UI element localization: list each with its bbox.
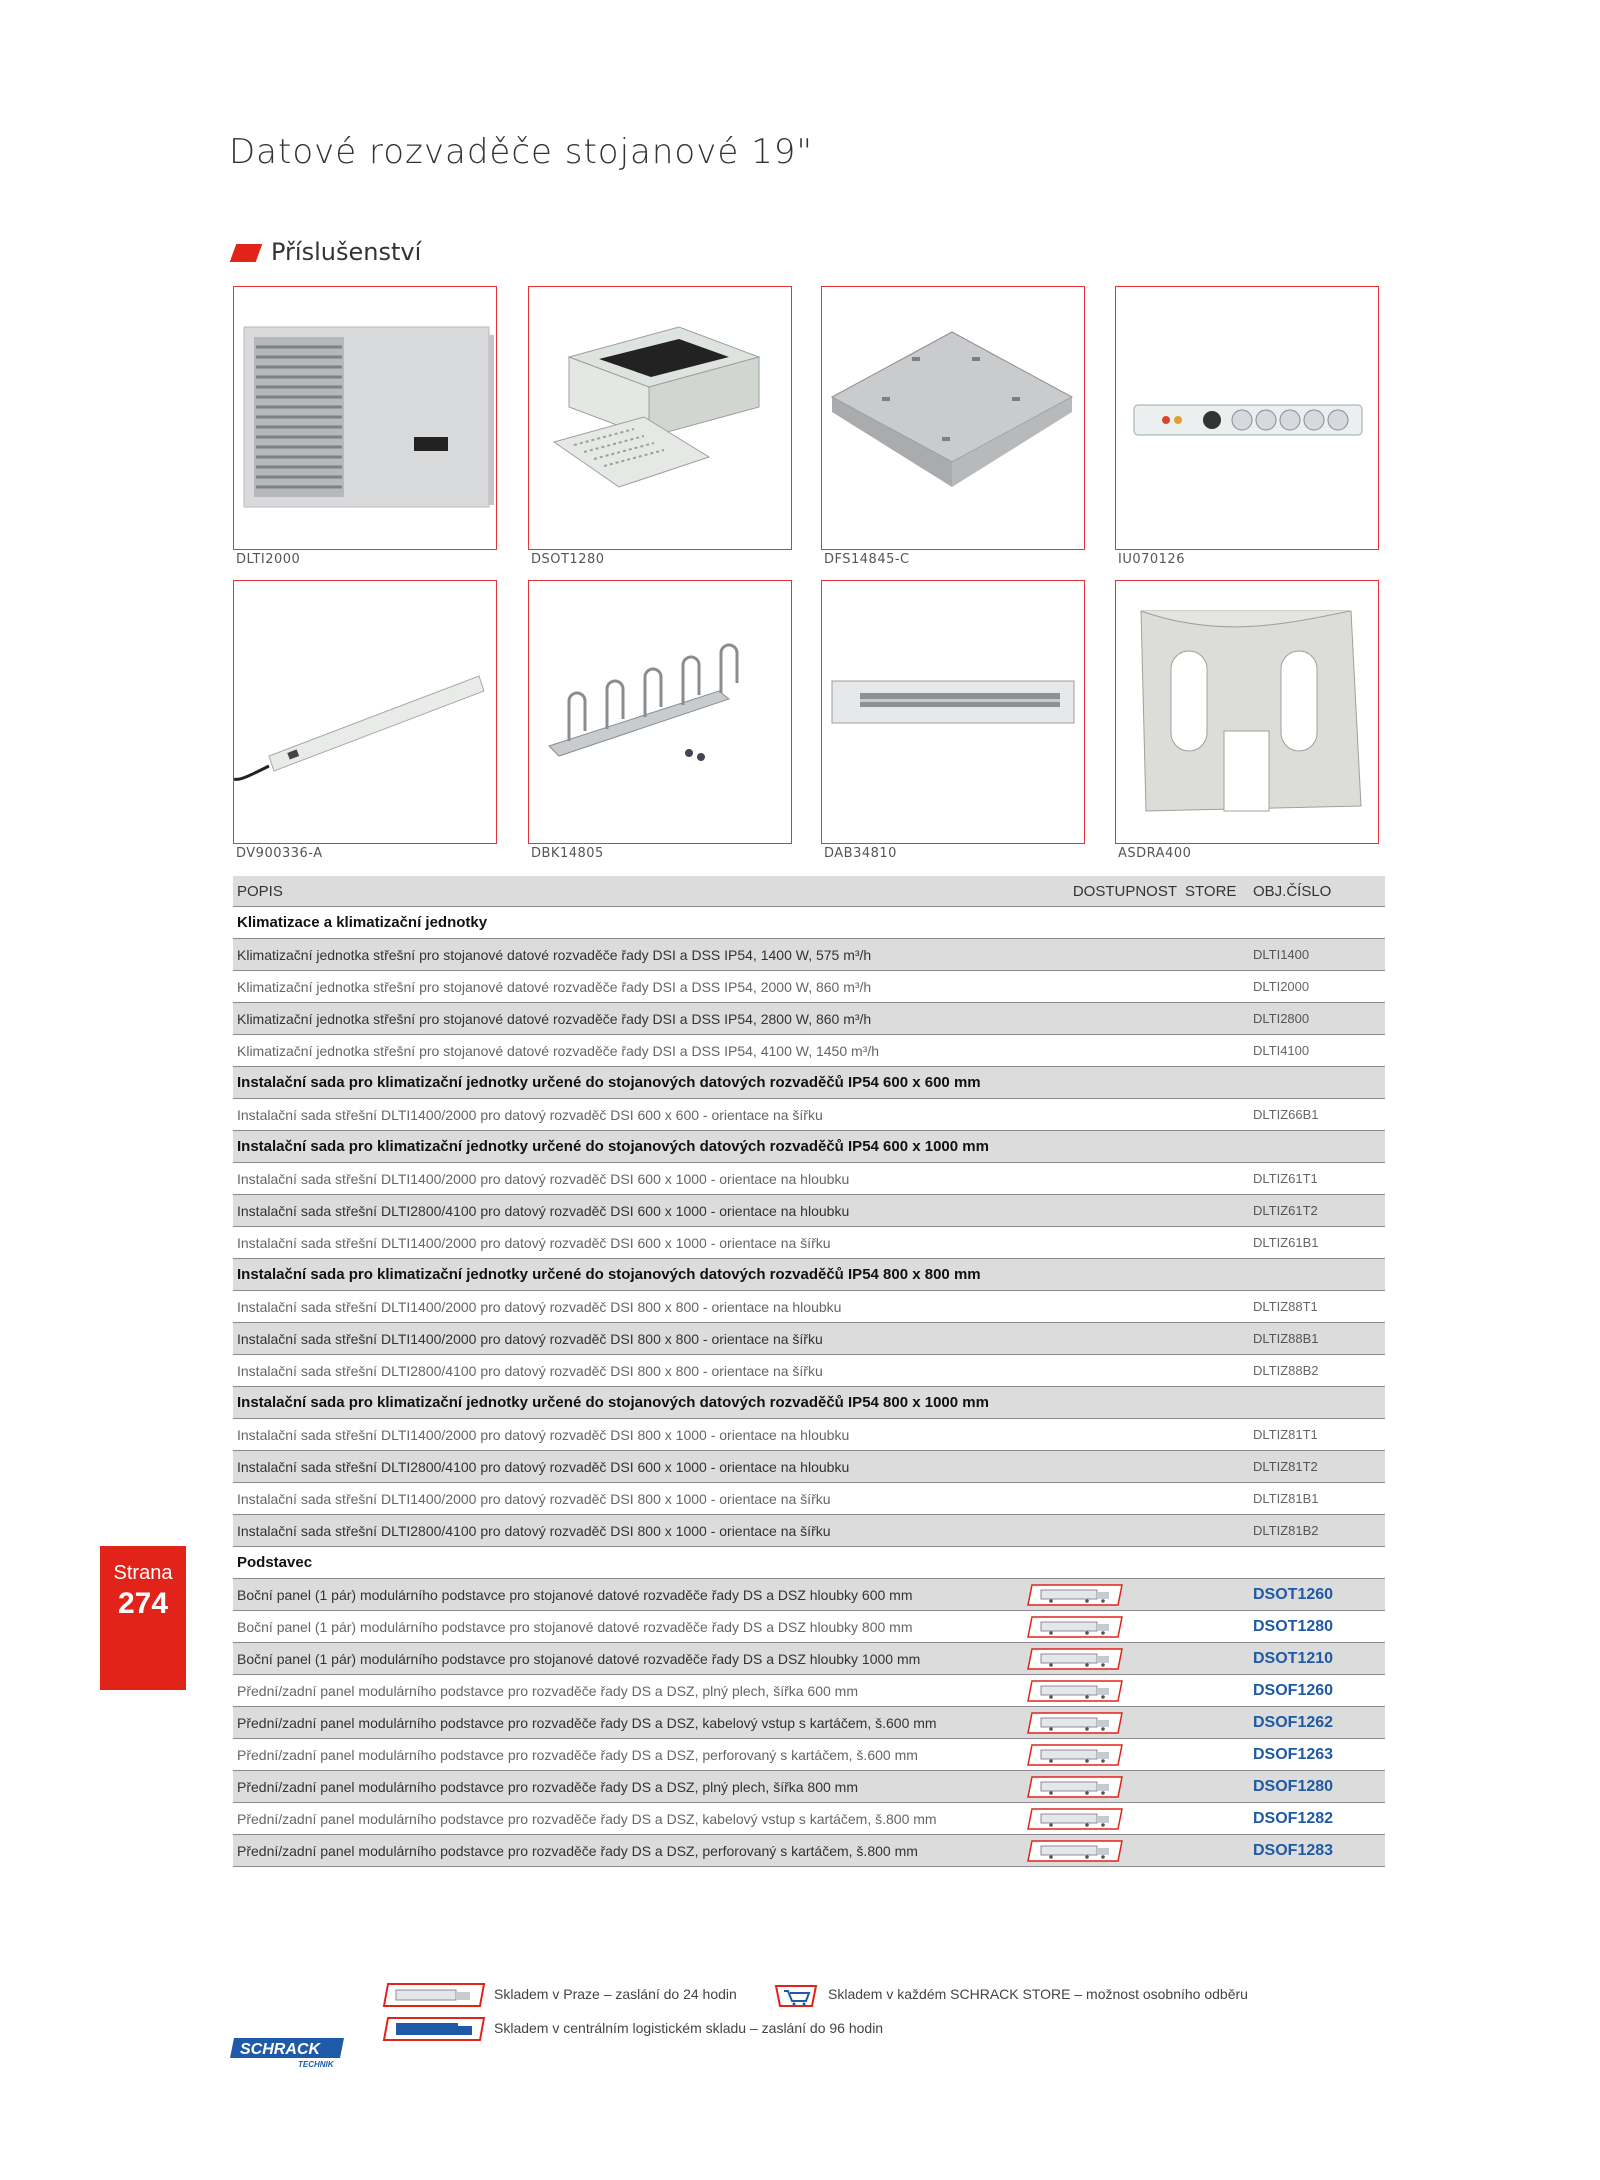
store-cell xyxy=(1181,1739,1249,1771)
power-strip-image xyxy=(1116,287,1378,549)
air-conditioner-unit-image xyxy=(234,287,496,549)
store-cell xyxy=(1181,1227,1249,1259)
section-title: Příslušenství xyxy=(271,238,422,266)
group-title: Instalační sada pro klimatizační jednotky určené do stojanových datových rozvaděčů IP54 800 x 800 mm xyxy=(233,1259,1385,1291)
store-cell xyxy=(1181,1419,1249,1451)
table-group-row xyxy=(233,1131,1385,1163)
brush-panel-image xyxy=(822,581,1084,843)
table-row xyxy=(233,1675,1385,1707)
table-row xyxy=(233,1739,1385,1771)
availability-cell xyxy=(1023,1739,1181,1771)
availability-cell xyxy=(1023,1035,1181,1067)
table-row xyxy=(233,1579,1385,1611)
store-cell xyxy=(1181,1515,1249,1547)
truck-icon xyxy=(1027,1840,1123,1862)
availability-cell xyxy=(1023,1771,1181,1803)
store-cell xyxy=(1181,1451,1249,1483)
table-row xyxy=(233,1643,1385,1675)
table-row xyxy=(233,1451,1385,1483)
store-cell xyxy=(1181,1195,1249,1227)
item-description: Instalační sada střešní DLTI1400/2000 pro datový rozvaděč DSI 600 x 1000 - orientace na šířku xyxy=(233,1227,1023,1259)
availability-cell xyxy=(1023,1803,1181,1835)
fixed-shelf-image xyxy=(822,287,1084,549)
document-pocket-image xyxy=(1116,581,1378,843)
table-group-row xyxy=(233,907,1385,939)
table-row xyxy=(233,939,1385,971)
order-code[interactable]: DSOF1283 xyxy=(1253,1841,1334,1859)
availability-cell xyxy=(1023,1163,1181,1195)
product-tile-dsot1280[interactable] xyxy=(528,286,792,550)
table-group-row xyxy=(233,1259,1385,1291)
header-dostupnost: DOSTUPNOST xyxy=(1023,876,1181,907)
order-code: DLTIZ61B1 xyxy=(1253,1235,1319,1250)
availability-cell xyxy=(1023,1419,1181,1451)
availability-cell xyxy=(1023,1323,1181,1355)
store-cell xyxy=(1181,1099,1249,1131)
order-code: DLTIZ81B1 xyxy=(1253,1491,1319,1506)
cabinet-lamp-image xyxy=(234,581,496,843)
truck-icon xyxy=(1027,1712,1123,1734)
product-tile-iu070126[interactable] xyxy=(1115,286,1379,550)
section-marker-icon xyxy=(230,244,263,262)
availability-cell xyxy=(1023,1579,1181,1611)
order-code: DLTIZ88B2 xyxy=(1253,1363,1319,1378)
order-code: DLTIZ81T2 xyxy=(1253,1459,1318,1474)
store-cell xyxy=(1181,1771,1249,1803)
plinth-frame-image xyxy=(529,287,791,549)
table-row xyxy=(233,1035,1385,1067)
item-description: Klimatizační jednotka střešní pro stojanové datové rozvaděče řady DSI a DSS IP54, 2000 W, 860 m³/h xyxy=(233,971,1023,1003)
availability-cell xyxy=(1023,971,1181,1003)
item-description: Instalační sada střešní DLTI1400/2000 pro datový rozvaděč DSI 600 x 1000 - orientace na hloubku xyxy=(233,1163,1023,1195)
product-code-5: DV900336-A xyxy=(236,846,323,861)
table-row xyxy=(233,1003,1385,1035)
order-code[interactable]: DSOT1280 xyxy=(1253,1617,1334,1635)
table-row xyxy=(233,1195,1385,1227)
table-row xyxy=(233,1835,1385,1867)
item-description: Klimatizační jednotka střešní pro stojanové datové rozvaděče řady DSI a DSS IP54, 1400 W, 575 m³/h xyxy=(233,939,1023,971)
item-description: Instalační sada střešní DLTI2800/4100 pro datový rozvaděč DSI 600 x 1000 - orientace na hloubku xyxy=(233,1195,1023,1227)
availability-cell xyxy=(1023,1643,1181,1675)
page-number: 274 xyxy=(117,1587,169,1620)
store-cell xyxy=(1181,1707,1249,1739)
table-group-row xyxy=(233,1547,1385,1579)
header-popis: POPIS xyxy=(233,876,1023,907)
logo-subtext: TECHNIK xyxy=(298,2060,334,2069)
availability-cell xyxy=(1023,1355,1181,1387)
store-cell xyxy=(1181,1163,1249,1195)
group-title: Instalační sada pro klimatizační jednotky určené do stojanových datových rozvaděčů IP54 800 x 1000 mm xyxy=(233,1387,1385,1419)
store-cell xyxy=(1181,971,1249,1003)
legend-prague: Skladem v Praze – zaslání do 24 hodin xyxy=(494,1986,737,2002)
header-store: STORE xyxy=(1181,876,1249,907)
store-cell xyxy=(1181,1835,1249,1867)
availability-cell xyxy=(1023,1195,1181,1227)
availability-cell xyxy=(1023,1835,1181,1867)
truck-icon xyxy=(1027,1744,1123,1766)
product-code-3: DFS14845-C xyxy=(824,552,910,567)
order-code[interactable]: DSOF1263 xyxy=(1253,1745,1334,1763)
truck-blue-icon xyxy=(382,2016,486,2042)
store-cell xyxy=(1181,1611,1249,1643)
table-row xyxy=(233,1355,1385,1387)
store-cell xyxy=(1181,1035,1249,1067)
store-cell xyxy=(1181,1355,1249,1387)
item-description: Boční panel (1 pár) modulárního podstavce pro stojanové datové rozvaděče řady DS a DSZ hloubky 1000 mm xyxy=(233,1643,1023,1675)
product-code-6: DBK14805 xyxy=(531,846,604,861)
store-cell xyxy=(1181,1643,1249,1675)
table-row xyxy=(233,1707,1385,1739)
table-header-row xyxy=(233,876,1385,907)
truck-icon xyxy=(1027,1808,1123,1830)
order-code: DLTIZ61T2 xyxy=(1253,1203,1318,1218)
truck-icon xyxy=(1027,1584,1123,1606)
truck-white-icon xyxy=(382,1982,486,2008)
item-description: Klimatizační jednotka střešní pro stojanové datové rozvaděče řady DSI a DSS IP54, 4100 W, 1450 m³/h xyxy=(233,1035,1023,1067)
group-title: Klimatizace a klimatizační jednotky xyxy=(233,907,1385,939)
page-title: Datové rozvaděče stojanové 19" xyxy=(229,132,813,172)
availability-cell xyxy=(1023,1003,1181,1035)
order-code[interactable]: DSOF1260 xyxy=(1253,1681,1334,1699)
availability-cell xyxy=(1023,939,1181,971)
item-description: Instalační sada střešní DLTI1400/2000 pro datový rozvaděč DSI 800 x 800 - orientace na šířku xyxy=(233,1323,1023,1355)
order-code[interactable]: DSOF1280 xyxy=(1253,1777,1334,1795)
order-code[interactable]: DSOT1260 xyxy=(1253,1585,1334,1603)
availability-cell xyxy=(1023,1611,1181,1643)
table-row xyxy=(233,1323,1385,1355)
item-description: Přední/zadní panel modulárního podstavce pro rozvaděče řady DS a DSZ, kabelový vstup s kartáčem, š.800 mm xyxy=(233,1803,1023,1835)
page-number-tab xyxy=(100,1546,186,1690)
table-row xyxy=(233,1611,1385,1643)
header-obj-cislo: OBJ.ČÍSLO xyxy=(1249,876,1385,907)
item-description: Instalační sada střešní DLTI1400/2000 pro datový rozvaděč DSI 800 x 800 - orientace na hloubku xyxy=(233,1291,1023,1323)
product-tile-dbk14805[interactable] xyxy=(528,580,792,844)
item-description: Klimatizační jednotka střešní pro stojanové datové rozvaděče řady DSI a DSS IP54, 2800 W, 860 m³/h xyxy=(233,1003,1023,1035)
item-description: Přední/zadní panel modulárního podstavce pro rozvaděče řady DS a DSZ, kabelový vstup s kartáčem, š.600 mm xyxy=(233,1707,1023,1739)
order-code: DLTIZ81B2 xyxy=(1253,1523,1319,1538)
order-code: DLTI4100 xyxy=(1253,1043,1310,1058)
order-code: DLTI2800 xyxy=(1253,1011,1310,1026)
item-description: Instalační sada střešní DLTI1400/2000 pro datový rozvaděč DSI 800 x 1000 - orientace na šířku xyxy=(233,1483,1023,1515)
order-code[interactable]: DSOT1210 xyxy=(1253,1649,1334,1667)
item-description: Boční panel (1 pár) modulárního podstavce pro stojanové datové rozvaděče řady DS a DSZ hloubky 800 mm xyxy=(233,1611,1023,1643)
availability-cell xyxy=(1023,1707,1181,1739)
item-description: Přední/zadní panel modulárního podstavce pro rozvaděče řady DS a DSZ, perforovaný s kartáčem, š.600 mm xyxy=(233,1739,1023,1771)
table-row xyxy=(233,1419,1385,1451)
truck-icon xyxy=(1027,1776,1123,1798)
truck-icon xyxy=(1027,1616,1123,1638)
product-tile-dv900336-a[interactable] xyxy=(233,580,497,844)
group-title: Instalační sada pro klimatizační jednotky určené do stojanových datových rozvaděčů IP54 600 x 1000 mm xyxy=(233,1131,1385,1163)
item-description: Boční panel (1 pár) modulárního podstavce pro stojanové datové rozvaděče řady DS a DSZ hloubky 600 mm xyxy=(233,1579,1023,1611)
availability-cell xyxy=(1023,1515,1181,1547)
order-code: DLTI2000 xyxy=(1253,979,1310,994)
store-cell xyxy=(1181,1803,1249,1835)
group-title: Podstavec xyxy=(233,1547,1385,1579)
truck-icon xyxy=(1027,1680,1123,1702)
cable-management-bracket-image xyxy=(529,581,791,843)
table-row xyxy=(233,1515,1385,1547)
group-title: Instalační sada pro klimatizační jednotky určené do stojanových datových rozvaděčů IP54 600 x 600 mm xyxy=(233,1067,1385,1099)
product-code-1: DLTI2000 xyxy=(236,552,301,567)
item-description: Přední/zadní panel modulárního podstavce pro rozvaděče řady DS a DSZ, plný plech, šířka 600 mm xyxy=(233,1675,1023,1707)
product-table xyxy=(233,876,1385,1867)
order-code: DLTIZ88T1 xyxy=(1253,1299,1318,1314)
availability-cell xyxy=(1023,1291,1181,1323)
item-description: Přední/zadní panel modulárního podstavce pro rozvaděče řady DS a DSZ, plný plech, šířka 800 mm xyxy=(233,1771,1023,1803)
table-row xyxy=(233,1483,1385,1515)
product-code-2: DSOT1280 xyxy=(531,552,605,567)
schrack-technik-logo xyxy=(228,2034,348,2070)
store-cell xyxy=(1181,1003,1249,1035)
store-cell xyxy=(1181,1579,1249,1611)
shopping-cart-icon xyxy=(772,1982,820,2010)
item-description: Instalační sada střešní DLTI1400/2000 pro datový rozvaděč DSI 600 x 600 - orientace na šířku xyxy=(233,1099,1023,1131)
availability-cell xyxy=(1023,1099,1181,1131)
availability-cell xyxy=(1023,1483,1181,1515)
availability-cell xyxy=(1023,1227,1181,1259)
product-tile-dlti2000[interactable] xyxy=(233,286,497,550)
product-code-8: ASDRA400 xyxy=(1118,846,1192,861)
product-code-7: DAB34810 xyxy=(824,846,897,861)
table-group-row xyxy=(233,1387,1385,1419)
section-heading xyxy=(233,238,421,266)
truck-icon xyxy=(1027,1648,1123,1670)
availability-cell xyxy=(1023,1451,1181,1483)
item-description: Instalační sada střešní DLTI2800/4100 pro datový rozvaděč DSI 800 x 800 - orientace na šířku xyxy=(233,1355,1023,1387)
order-code: DLTIZ61T1 xyxy=(1253,1171,1318,1186)
product-tile-dab34810[interactable] xyxy=(821,580,1085,844)
availability-cell xyxy=(1023,1675,1181,1707)
product-tile-dfs14845-c[interactable] xyxy=(821,286,1085,550)
legend-store: Skladem v každém SCHRACK STORE – možnost osobního odběru xyxy=(828,1986,1248,2002)
table-row xyxy=(233,1227,1385,1259)
table-row xyxy=(233,1291,1385,1323)
product-code-4: IU070126 xyxy=(1118,552,1185,567)
legend-central: Skladem v centrálním logistickém skladu – zaslání do 96 hodin xyxy=(494,2020,884,2036)
order-code: DLTIZ81T1 xyxy=(1253,1427,1318,1442)
order-code[interactable]: DSOF1282 xyxy=(1253,1809,1334,1827)
store-cell xyxy=(1181,939,1249,971)
order-code: DLTI1400 xyxy=(1253,947,1310,962)
page-tab-label: Strana xyxy=(113,1562,173,1584)
store-cell xyxy=(1181,1675,1249,1707)
item-description: Instalační sada střešní DLTI1400/2000 pro datový rozvaděč DSI 800 x 1000 - orientace na hloubku xyxy=(233,1419,1023,1451)
store-cell xyxy=(1181,1323,1249,1355)
table-row xyxy=(233,1163,1385,1195)
store-cell xyxy=(1181,1291,1249,1323)
table-row xyxy=(233,971,1385,1003)
table-row xyxy=(233,1099,1385,1131)
order-code: DLTIZ88B1 xyxy=(1253,1331,1319,1346)
table-group-row xyxy=(233,1067,1385,1099)
order-code[interactable]: DSOF1262 xyxy=(1253,1713,1334,1731)
store-cell xyxy=(1181,1483,1249,1515)
item-description: Instalační sada střešní DLTI2800/4100 pro datový rozvaděč DSI 600 x 1000 - orientace na hloubku xyxy=(233,1451,1023,1483)
item-description: Instalační sada střešní DLTI2800/4100 pro datový rozvaděč DSI 800 x 1000 - orientace na šířku xyxy=(233,1515,1023,1547)
table-row xyxy=(233,1771,1385,1803)
logo-text: SCHRACK xyxy=(240,2041,320,2058)
order-code: DLTIZ66B1 xyxy=(1253,1107,1319,1122)
item-description: Přední/zadní panel modulárního podstavce pro rozvaděče řady DS a DSZ, perforovaný s kartáčem, š.800 mm xyxy=(233,1835,1023,1867)
product-tile-asdra400[interactable] xyxy=(1115,580,1379,844)
table-row xyxy=(233,1803,1385,1835)
